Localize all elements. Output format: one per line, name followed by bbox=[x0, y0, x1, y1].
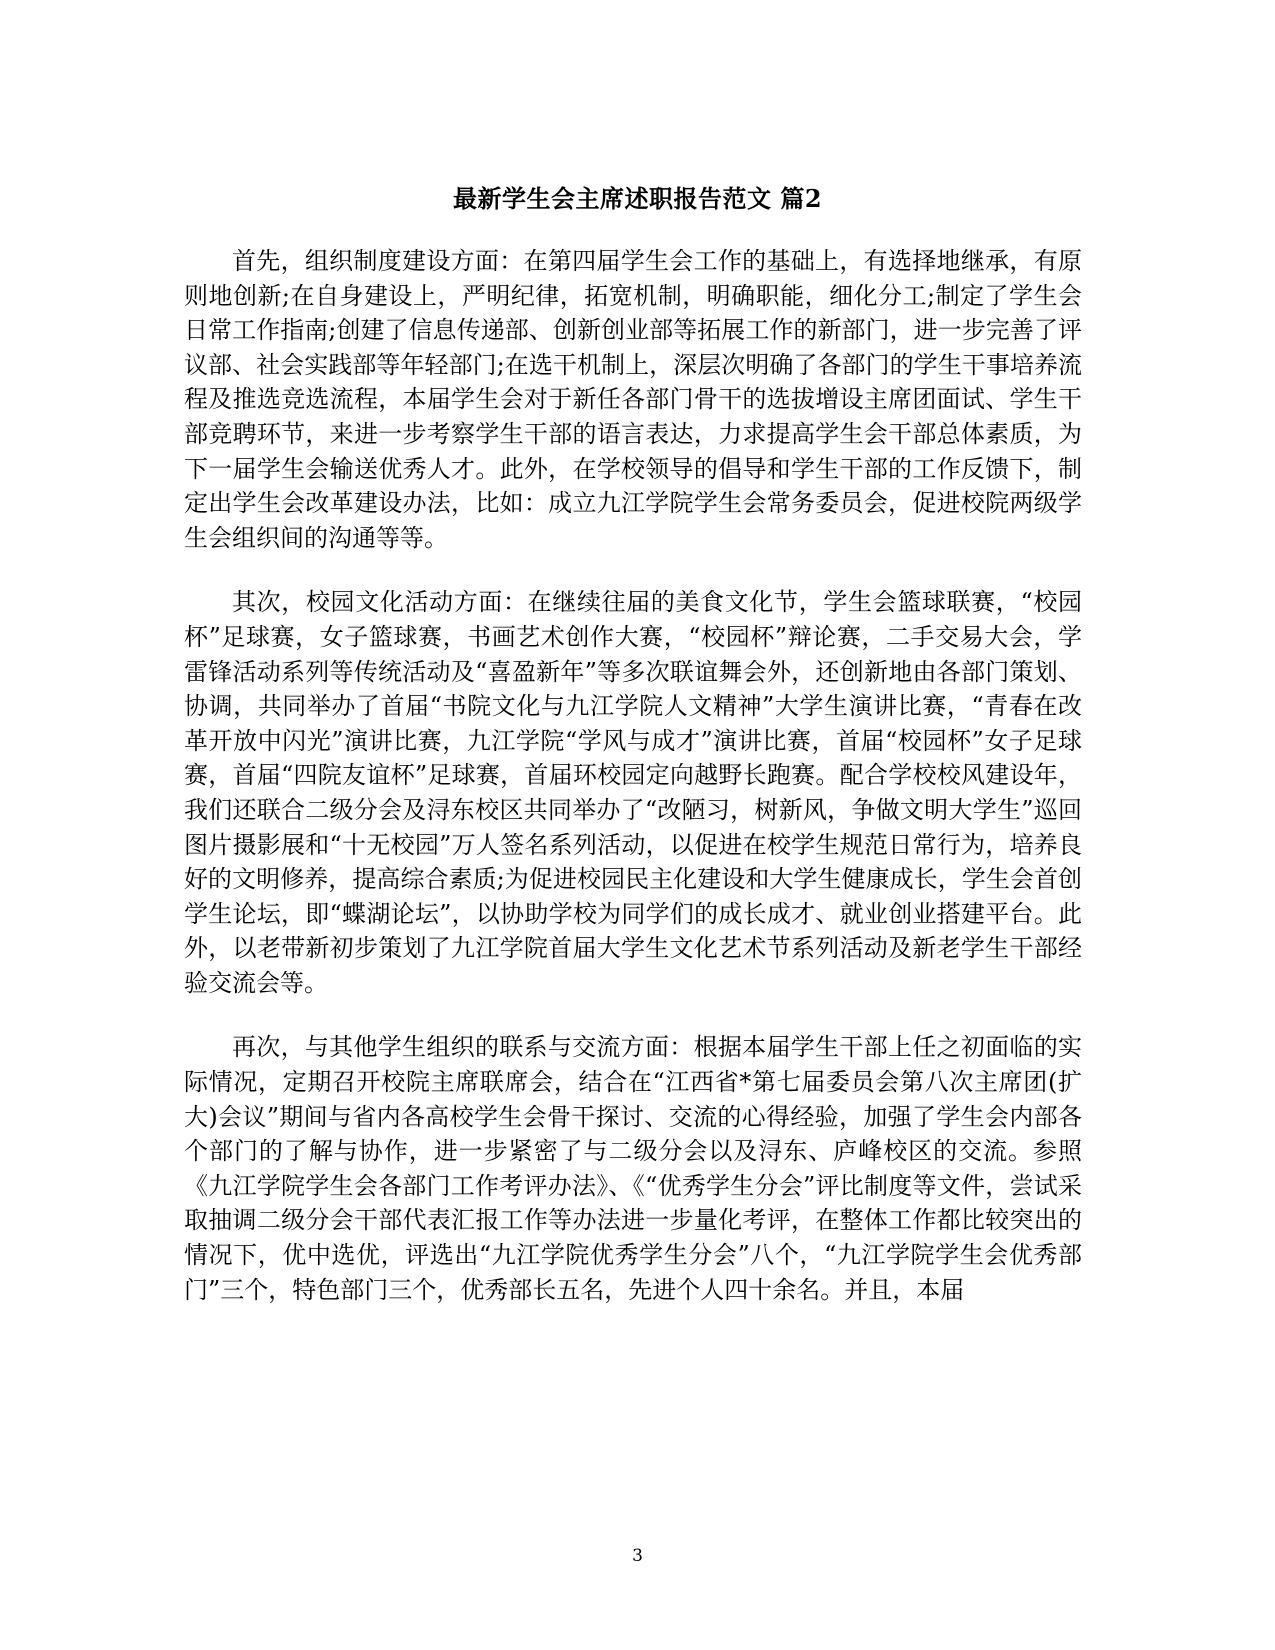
page-number: 3 bbox=[632, 1546, 643, 1566]
paragraph-organization: 首先，组织制度建设方面：在第四届学生会工作的基础上，有选择地继承，有原则地创新;在自身建设上，严明纪律，拓宽机制，明确职能，细化分工;制定了学生会日常工作指南;创建了信息传递部、创新创业部等拓展工作的新部门，进一步完善了评议部、社会实践部等年轻部门;在选干机制上，深层次明确了各部门的学生干事培养流程及推选竞选流程，本届学生会对于新任各部门骨干的选拔增设主席团面试、学生干部竞聘环节，来进一步考察学生干部的语言表达，力求提高学生会干部总体素质，为下一届学生会输送优秀人才。此外，在学校领导的倡导和学生干部的工作反馈下，制定出学生会改革建设办法，比如：成立九江学院学生会常务委员会，促进校院两级学生会组织间的沟通等等。 bbox=[184, 247, 1082, 552]
paragraph-communication: 再次，与其他学生组织的联系与交流方面：根据本届学生干部上任之初面临的实际情况，定期召开校院主席联席会，结合在“江西省*第七届委员会第八次主席团(扩大)会议”期间与省内各高校学生会骨干探讨、交流的心得经验，加强了学生会内部各个部门的了解与协作，进一步紧密了与二级分会以及浔东、庐峰校区的交流。参照《九江学院学生会各部门工作考评办法》、《“优秀学生分会”评比制度等文件，尝试采取抽调二级分会干部代表汇报工作等办法进一步量化考评，在整体工作都比较突出的情况下，优中选优，评选出“九江学院优秀学生分会”八个，“九江学院学生会优秀部门”三个，特色部门三个，优秀部长五名，先进个人四十余名。并且，本届 bbox=[184, 1033, 1082, 1304]
paragraph-campus-culture: 其次，校园文化活动方面：在继续往届的美食文化节，学生会篮球联赛，“校园杯”足球赛，女子篮球赛，书画艺术创作大赛，“校园杯”辩论赛，二手交易大会，学雷锋活动系列等传统活动及“喜盈新年”等多次联谊舞会外，还创新地由各部门策划、协调，共同举办了首届“书院文化与九江学院人文精神”大学生演讲比赛，“青春在改革开放中闪光”演讲比赛，九江学院“学风与成才”演讲比赛，首届“校园杯”女子足球赛，首届“四院友谊杯”足球赛，首届环校园定向越野长跑赛。配合学校校风建设年，我们还联合二级分会及浔东校区共同举办了“改陋习，树新风，争做文明大学生”巡回图片摄影展和“十无校园”万人签名系列活动，以促进在校学生规范日常行为，培养良好的文明修养，提高综合素质;为促进校园民主化建设和大学生健康成长，学生会首创学生论坛，即“蝶湖论坛”，以协助学校为同学们的成长成才、就业创业搭建平台。此外，以老带新初步策划了九江学院首届大学生文化艺术节系列活动及新老学生干部经验交流会等。 bbox=[184, 588, 1082, 997]
document-title: 最新学生会主席述职报告范文 篇2 bbox=[452, 184, 823, 213]
document-body bbox=[184, 244, 1082, 1337]
